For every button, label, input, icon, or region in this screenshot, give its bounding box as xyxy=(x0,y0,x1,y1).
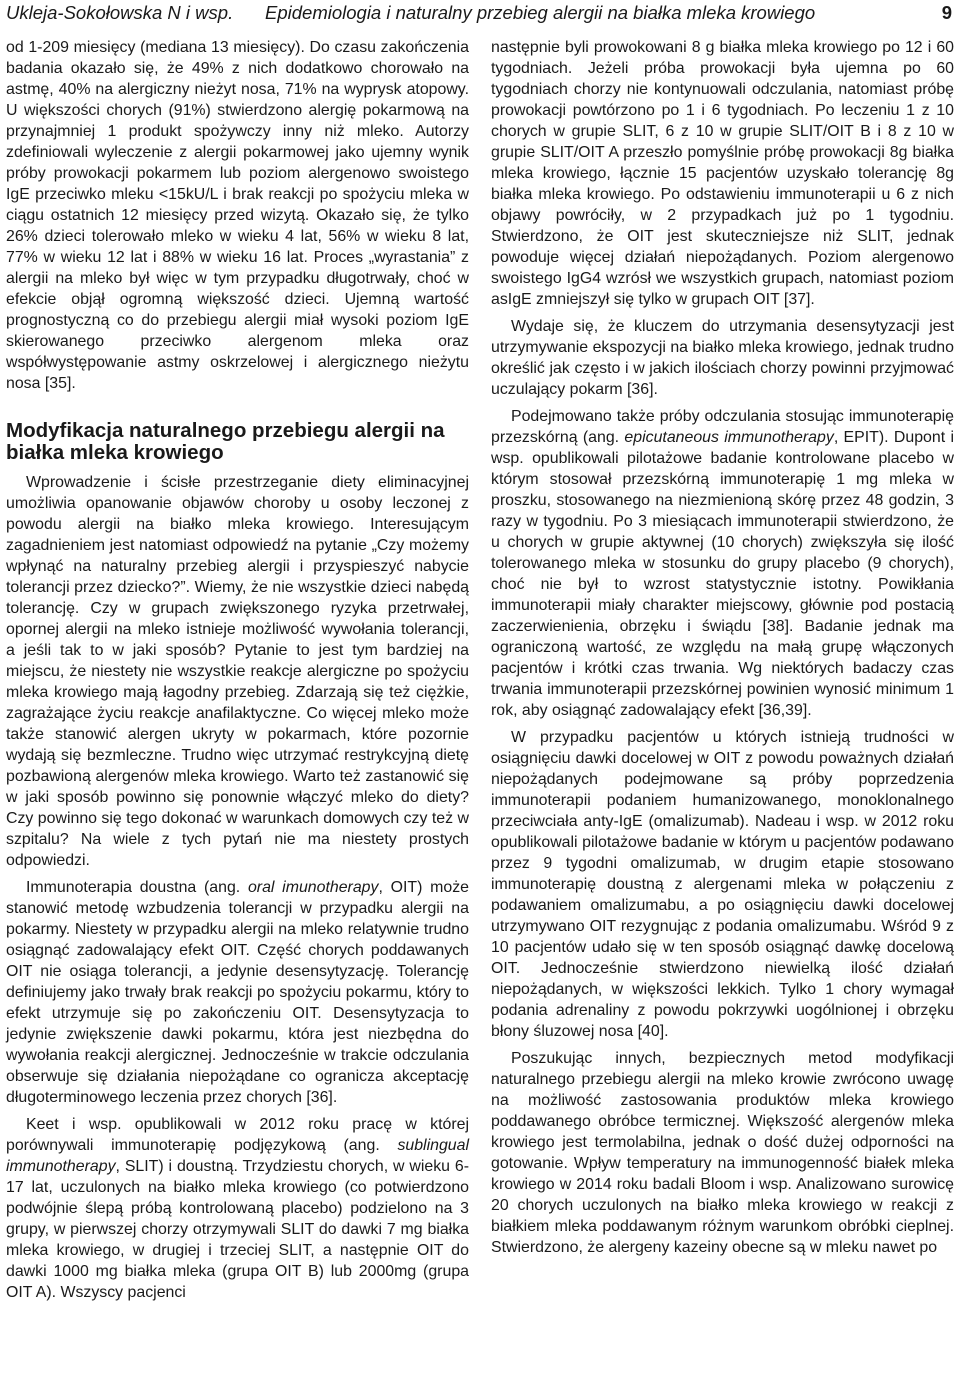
text-run: Podejmowano także próby odczulania stosując immunoterapię przezskórną (ang. xyxy=(491,408,954,446)
header-running-title: Epidemiologia i naturalny przebieg alergii na białka mleka krowiego xyxy=(265,2,816,23)
page-number: 9 xyxy=(941,2,952,23)
italic-term: sublingual immunotherapy xyxy=(6,1137,469,1175)
section-heading: Modyfikacja naturalnego przebiegu alergii na białka mleka krowiego xyxy=(6,419,445,464)
text-run: , SLIT) i doustną. Trzydziestu chorych, w wieku 6-17 lat, uczulonych na białko mleka krowiego (co potwierdzono podwójnie ślepą próbą kontrolowaną placebo) podzielono na 3 grupy, w pierwszej chorzy otrzymywali SLIT do dawki 7 mg białka mleka krowiego, w drugiej i trzeciej SLIT, a następnie OIT do dawki 1000 mg białka mleka (grupa OIT B) lub 2000mg (grupa OIT A). Wszyscy pacjenci xyxy=(6,1158,469,1301)
header-authors: Ukleja-Sokołowska N i wsp. xyxy=(6,2,234,23)
text-run: Keet i wsp. opublikowali w 2012 roku pracę w której porównywali immunoterapię podjęzykową (ang. xyxy=(6,1116,469,1154)
text-run: Immunoterapia doustna (ang. xyxy=(26,879,248,896)
right-column xyxy=(491,37,954,1258)
paragraph: Poszukując innych, bezpiecznych metod modyfikacji naturalnego przebiegu alergii na mleko krowie zwrócono uwagę na możliwość zastosowania produktów mleka krowiego poddawanego obróbce termicznej. Większość alergenów mleka krowiego jest termolabilna, jednak o dość dużej odporności na gotowanie. Wpływ temperatury na immunogenność białek mleka krowiego w 2014 roku badali Bloom i wsp. Analizowano surowicę 20 chorych uczulonych na białko mleka krowiego w reakcji z białkiem mleka poddawanym różnym warunkom obróbki cieplnej. Stwierdzono, że alergeny kazeiny obecne są w mleku nawet po xyxy=(491,1050,954,1256)
running-header xyxy=(6,0,954,26)
italic-term: oral imunotherapy xyxy=(247,879,379,896)
paragraph xyxy=(6,877,469,1108)
paragraph: Wprowadzenie i ścisłe przestrzeganie diety eliminacyjnej umożliwia opanowanie objawów choroby u osoby leczonej z powodu alergii na białko mleka krowiego. Interesującym zagadnieniem jest natomiast odpowiedź na pytanie „Czy możemy wpłynąć na naturalny przebieg alergii i przyspieszyć nabycie tolerancji przez dziecko?”. Wiemy, że nie wszystkie dzieci nabędą tolerancję. Czy w grupach zwiększonego ryzyka przetrwałej, opornej alergii na mleko istnieje możliwość wywołania tolerancji, a jeśli tak to w jaki sposób? Pytanie to jest tym bardziej na miejscu, że niestety nie wszystkie reakcje alergiczne po spożyciu mleka krowiego mają łagodny przebieg. Zdarzają się też ciężkie, zagrażające życiu reakcje anafilaktyczne. Co więcej mleko może także stanowić alergen ukryty w pokarmach, które pozornie wydają się bezmleczne. Trudno więc utrzymać restrykcyjną dietę pozbawioną alergenów mleka krowiego. Warto też zastanowić się w jaki sposób powinno się ponownie włączyć mleko do diety? Czy powinno się tego dokonać w warunkach domowych czy też w szpitalu? Na wiele z tych pytań nie ma niestety prostych odpowiedzi. xyxy=(6,474,469,869)
paragraph xyxy=(6,1114,469,1303)
paragraph: Wydaje się, że kluczem do utrzymania desensytyzacji jest utrzymywanie ekspozycji na białko mleka krowiego, jednak trudno określić jak często i w jakich ilościach chorzy powinni przyjmować uczulający pokarm [36]. xyxy=(491,318,954,398)
italic-term: epicutaneous immunotherapy xyxy=(624,429,834,446)
paragraph: następnie byli prowokowani 8 g białka mleka krowiego po 12 i 60 tygodniach. Jeżeli próba prowokacji była ujemna po 60 tygodniach chorzy nie kontynuowali odczulania, natomiast próbę prowokacji powtórzono po 1 i 6 tygodniach. Po leczeniu 1 z 10 chorych w grupie SLIT, 6 z 10 w grupie SLIT/OIT B i 8 z 10 w grupie SLIT/OIT A przeszło pomyślnie próbę prowokacji 8g białka mleka krowiego, łącznie 15 pacjentów uzyskało tolerancję 8g białka mleka krowiego. Po odstawieniu immunoterapii u 6 z nich objawy powróciły, w 2 przypadkach już po 1 tygodniu. Stwierdzono, że OIT jest skuteczniejsze niż SLIT, jednak powoduje więcej działań niepożądanych. Poziom alergenowo swoistego IgG4 wzrósł we wszystkich grupach, natomiast poziom asIgE zmniejszył się tylko w grupach OIT [37]. xyxy=(491,39,954,308)
paragraph xyxy=(491,406,954,721)
text-run: , EPIT). Dupont i wsp. opublikowali pilotażowe badanie kontrolowane placebo w którym stosował przezskórną immunoterapię 1 mg mleka w proszku, stosowanego na niezmienioną skórę przez 48 godzin, 3 razy w tygodniu. Po 3 miesiącach immunoterapii stwierdzono, że u chorych w grupie aktywnej (10 chorych) zwiększyła się ilość tolerowanego mleka w stosunku do grupy placebo (9 chorych), choć nie był to wzrost statystycznie istotny. Powikłania immunoterapii miały charakter miejscowy, głównie pod postacią zaczerwienienia, obrzęku i świądu [38]. Badanie jednak ma ograniczoną wartość, ze względu na małą grupę włączonych pacjentów i krótki czas trwania. Wg niektórych badaczy czas trwania immunoterapii przezskórnej powinien wynosić minimum 1 rok, aby osiągnąć zadowalający efekt [36,39]. xyxy=(491,429,954,719)
paragraph: W przypadku pacjentów u których istnieją trudności w osiągnięciu dawki docelowej w OIT z powodu poważnych działań niepożądanych podejmowane są próby poprzedzenia immunoterapii podaniem humanizowanego, monoklonalnego przeciwciała anty-IgE (omalizumab). Nadeau i wsp. w 2012 roku opublikowali pilotażowe badanie w którym u pacjentów podawano przez 9 tygodni omalizumab, w drugim etapie stosowano immunoterapię doustną z alergenami mleka w połączeniu z podawaniem omalizumabu, a po osiągnięciu dawki docelowej utrzymywano OIT rezygnując z podania omalizumabu. Wśród 9 z 10 pacjentów udało się w ten sposób osiągnąć dawkę docelową OIT. Jednocześnie stwierdzono niewielką ilość działań niepożądanych, w większości lekkich. Tylko 1 chory wymagał podania adrenaliny z powodu pokrzywki uogólnionej i obrzęku błony śluzowej nosa [40]. xyxy=(491,729,954,1040)
left-column xyxy=(6,37,469,1303)
text-run: , OIT) może stanowić metodę wzbudzenia tolerancji w przypadku alergii na pokarmy. Niestety w przypadku alergii na mleko relatywnie trudno osiągnąć zadowalający efekt OIT. Część chorych poddawanych OIT nie osiąga tolerancji, a jedynie desensytyzację. Tolerancję definiujemy jako trwały brak reakcji po spożyciu pokarmu, który to efekt utrzymuje się po zakończeniu OIT. Desensytyzacja to jedynie zwiększenie dawki pokarmu, która jest niezbędna do wywołania reakcji alergicznej. Jednocześnie w trakcie odczulania obserwuje się działania niepożądane co ogranicza akceptację długoterminowego leczenia przez chorych [36]. xyxy=(6,879,469,1106)
paragraph: od 1-209 miesięcy (mediana 13 miesięcy). Do czasu zakończenia badania okazało się, że 49% z nich dodatkowo chorowało na astmę, 40% na alergiczny nieżyt nosa, 71% na wyprysk atopowy. U większości chorych (91%) stwierdzono alergię pokarmową na przynajmniej 1 produkt spożywczy inny niż mleko. Autorzy zdefiniowali wyleczenie z alergii pokarmowej jako ujemny wynik próby prowokacji pokarmem lub poziom alergenowo swoistego IgE przeciwko mleku <15kU/L i brak reakcji po spożyciu mleka w ciągu ostatnich 12 miesięcy przed wizytą. Okazało się, że tylko 26% dzieci tolerowało mleko w wieku 4 lat, 56% w wieku 8 lat, 77% w wieku 12 lat i 88% w wieku 16 lat. Proces „wyrastania” z alergii na mleko był więc w tym przypadku długotrwały, choć w efekcie objął ogromną większość dzieci. Ujemną wartość prognostyczną co do przebiegu alergii miał wysoki poziom IgE skierowanego przeciwko alergenom mleka oraz współwystępowanie astmy oskrzelowej i alergicznego nieżytu nosa [35]. xyxy=(6,39,469,392)
